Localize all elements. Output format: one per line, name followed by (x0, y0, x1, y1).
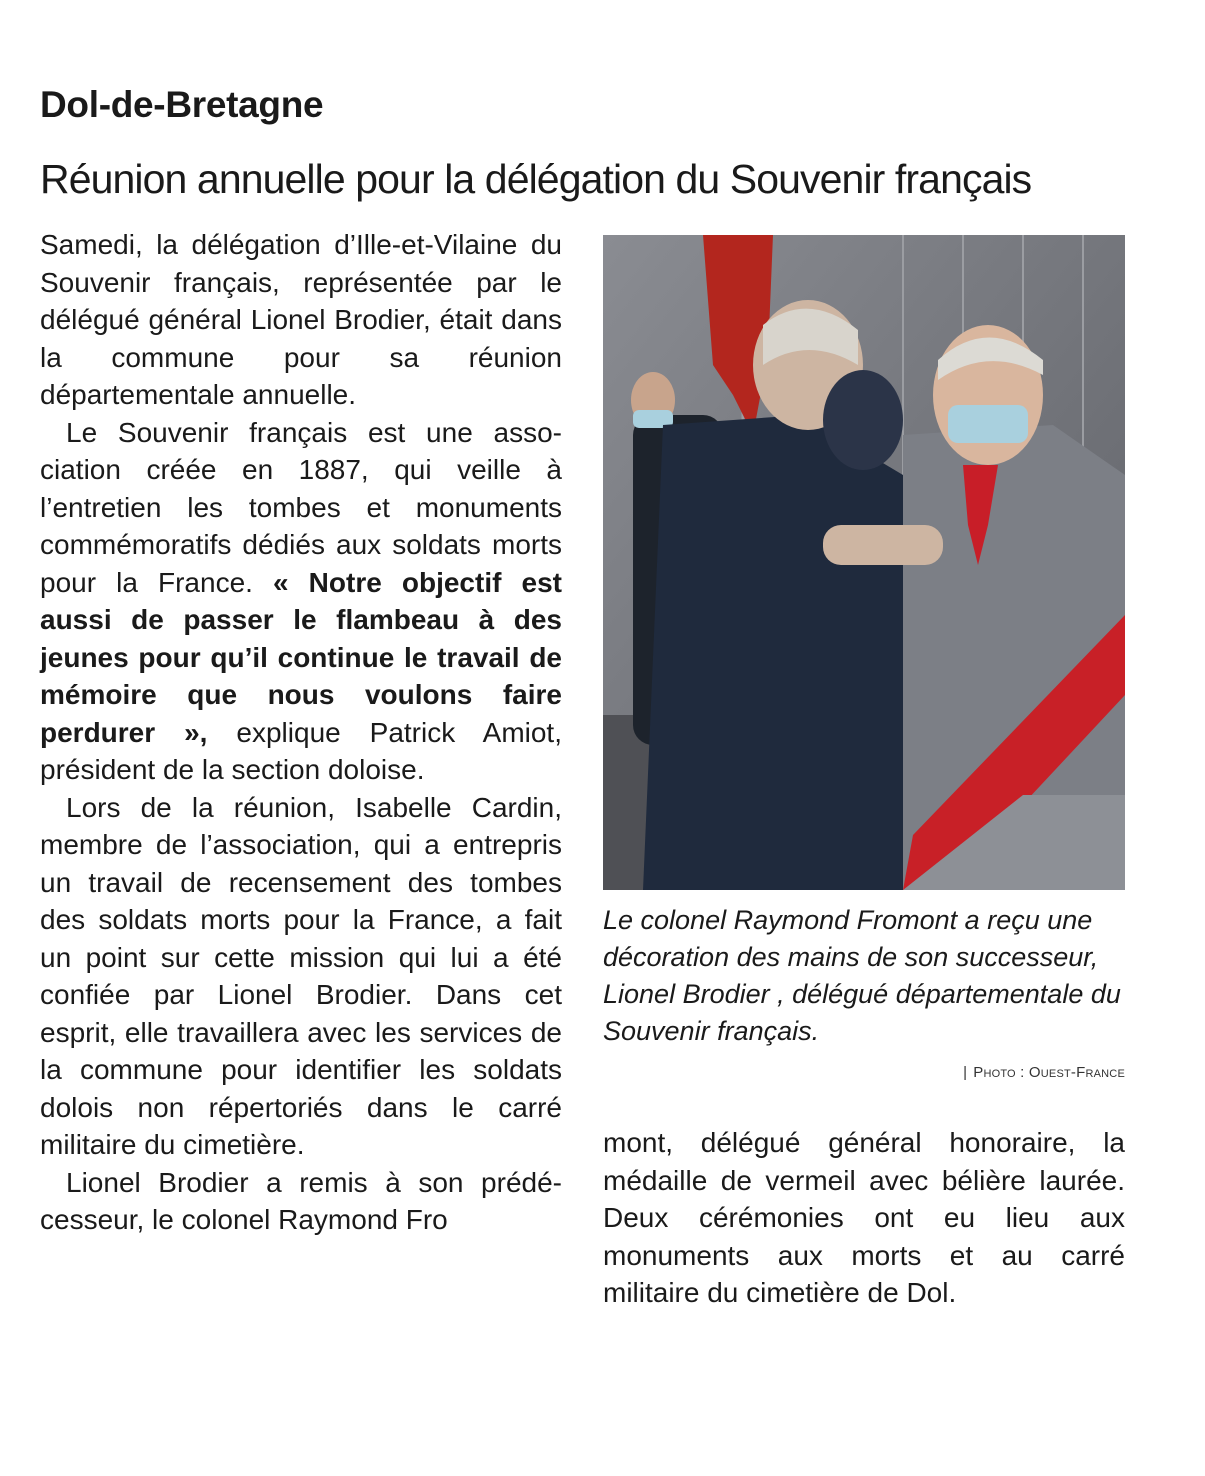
article-body-left-column (40, 226, 562, 1239)
face-mask (948, 405, 1028, 443)
paragraph-intro: Samedi, la délégation d’Ille-et-Vilaine du Souvenir français, représentée par le délégué général Lionel Brodier, était dans la commune pour sa réunion départementale annuelle. (40, 229, 562, 410)
paragraph-association-start: Le Souvenir français est une association créée en 1887, qui veille à l’entretien les tombes et monuments commémoratifs dédiés aux soldats morts pour la France. (40, 416, 562, 598)
hands (823, 525, 943, 565)
paragraph-meeting: Lors de la réunion, Isabelle Cardin, membre de l’association, qui a entrepris un travail de recensement des tombes des soldats morts pour la France, a fait un point sur cette mission qui lui a été confiée par Lionel Brodier. Dans cet esprit, elle travaillera avec les services de la commune pour identifier les soldats dolois non répertoriés dans le carré militaire du cimetière. (40, 791, 562, 1160)
article-photo (603, 235, 1125, 890)
photo-credit (603, 1064, 1125, 1081)
photo-credit-separator: | (963, 1064, 968, 1081)
person-left-jacket (643, 415, 943, 890)
article-headline: Réunion annuelle pour la délégation du Souvenir français (40, 156, 1032, 202)
paragraph-medal-continued: mont, délégué général honoraire, la médaille de vermeil avec bélière laurée. Deux cérémonies ont eu lieu aux monuments aux morts et au carré militaire du cimetière de Dol. (603, 1127, 1125, 1308)
paragraph-medal: Lionel Brodier a remis à son prédécesseur, le colonel Raymond Fro (40, 1166, 562, 1235)
article-body-right-column (603, 1124, 1125, 1312)
photo-caption: Le colonel Raymond Fromont a reçu une décoration des mains de son successeur, Lionel Brodier , délégué départementale du Souvenir français. (603, 905, 1121, 1046)
paragraph-association (40, 414, 562, 789)
paragraph-association-end: explique Patrick Amiot, président de la section doloise. (40, 716, 562, 785)
pull-quote: « Notre objectif est aussi de passer le flambeau à des jeunes pour qu’il continue le travail de mémoire que nous voulons faire perdurer », (40, 566, 562, 748)
photo-illustration (603, 235, 1125, 890)
article-location: Dol-de-Bretagne (40, 84, 324, 125)
photo-credit-text: Photo : Ouest-France (973, 1064, 1125, 1081)
